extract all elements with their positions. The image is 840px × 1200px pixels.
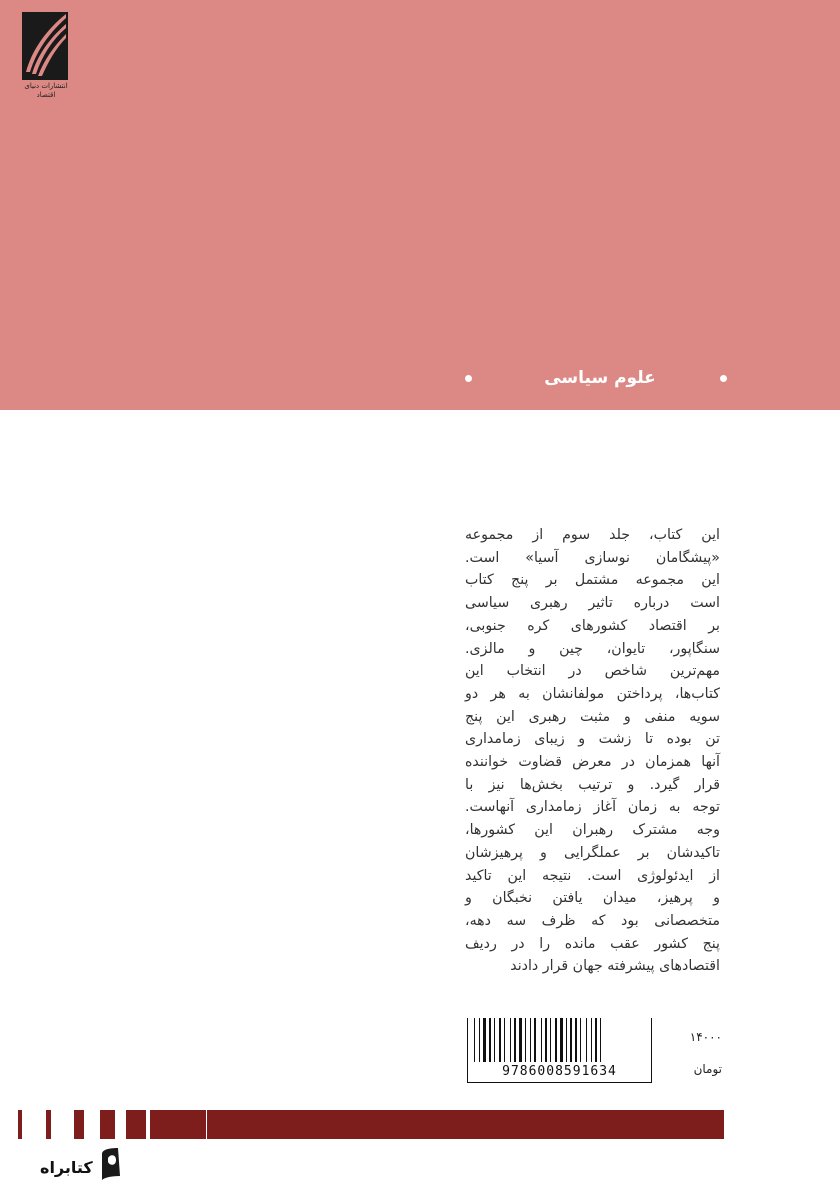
bottom-bar-segment	[100, 1110, 115, 1139]
bullet-dot-right	[720, 375, 727, 382]
blurb-line: بر اقتصاد کشورهای کره جنوبی،	[465, 617, 720, 634]
publisher-logo	[14, 12, 74, 102]
blurb-line: کتاب‌ها، پرداختن مولفانشان به هر دو	[465, 685, 720, 702]
blurb-line: تاکیدشان بر عملگرایی و پرهیزشان	[465, 844, 720, 861]
bottom-bar-segment	[150, 1110, 180, 1139]
book-blurb	[465, 524, 720, 978]
blurb-line: این کتاب، جلد سوم از مجموعه	[465, 527, 720, 543]
blurb-line: پنج کشور عقب مانده را در ردیف	[465, 935, 720, 952]
price-value: ۱۴۰۰۰	[689, 1030, 722, 1044]
publisher-logo-mark	[22, 12, 68, 80]
bottom-bar-segment	[178, 1110, 206, 1139]
blurb-line: اقتصادهای پیشرفته جهان قرار دادند	[510, 958, 720, 975]
bottom-bar-segment	[126, 1110, 146, 1139]
bottom-bar-segment	[207, 1110, 724, 1139]
watermark-text: کتابراه	[40, 1158, 93, 1177]
bottom-bar-segment	[46, 1110, 51, 1139]
watermark-logo	[40, 1140, 130, 1184]
blurb-line: سنگاپور، تایوان، چین و مالزی.	[465, 640, 720, 657]
blurb-line: توجه به زمان آغاز زمامداری آنهاست.	[465, 799, 720, 816]
price-unit: تومان	[693, 1062, 722, 1076]
publisher-logo-text: انتشارات دنیای اقتصاد	[24, 82, 68, 99]
blurb-line: متخصصانی بود که ظرف سه دهه،	[465, 912, 720, 929]
blurb-line: سویه منفی و مثبت رهبری این پنج	[465, 708, 720, 725]
book-leaf-icon	[98, 1146, 124, 1180]
isbn-number: 9786008591634	[502, 1064, 617, 1079]
blurb-line: تن بوده تا زشت و زیبای زمامداری	[465, 731, 720, 748]
bottom-bar-segment	[18, 1110, 22, 1139]
bottom-bar-segment	[74, 1110, 84, 1139]
blurb-line: از ایدئولوژی است. نتیجه این تاکید	[465, 867, 720, 884]
blurb-line: وجه مشترک رهبران این کشورها،	[465, 822, 720, 839]
cover-top-band	[0, 0, 840, 410]
blurb-line: آنها همزمان در معرض قضاوت خواننده	[465, 754, 720, 771]
blurb-line: «پیشگامان نوسازی آسیا» است.	[465, 549, 720, 566]
category-label: علوم سیاسی	[544, 368, 656, 388]
blurb-line: قرار گیرد. و ترتیب بخش‌ها نیز با	[465, 776, 720, 793]
isbn-barcode	[467, 1018, 652, 1083]
blurb-line: این مجموعه مشتمل بر پنج کتاب	[465, 572, 720, 589]
blurb-line: و پرهیز، میدان یافتن نخبگان و	[465, 890, 720, 907]
category-row	[460, 366, 740, 390]
barcode-bars	[468, 1018, 651, 1064]
bullet-dot-left	[465, 375, 472, 382]
blurb-line: مهم‌ترین شاخص در انتخاب این	[465, 663, 720, 680]
blurb-line: است درباره تاثیر رهبری سیاسی	[465, 595, 720, 612]
